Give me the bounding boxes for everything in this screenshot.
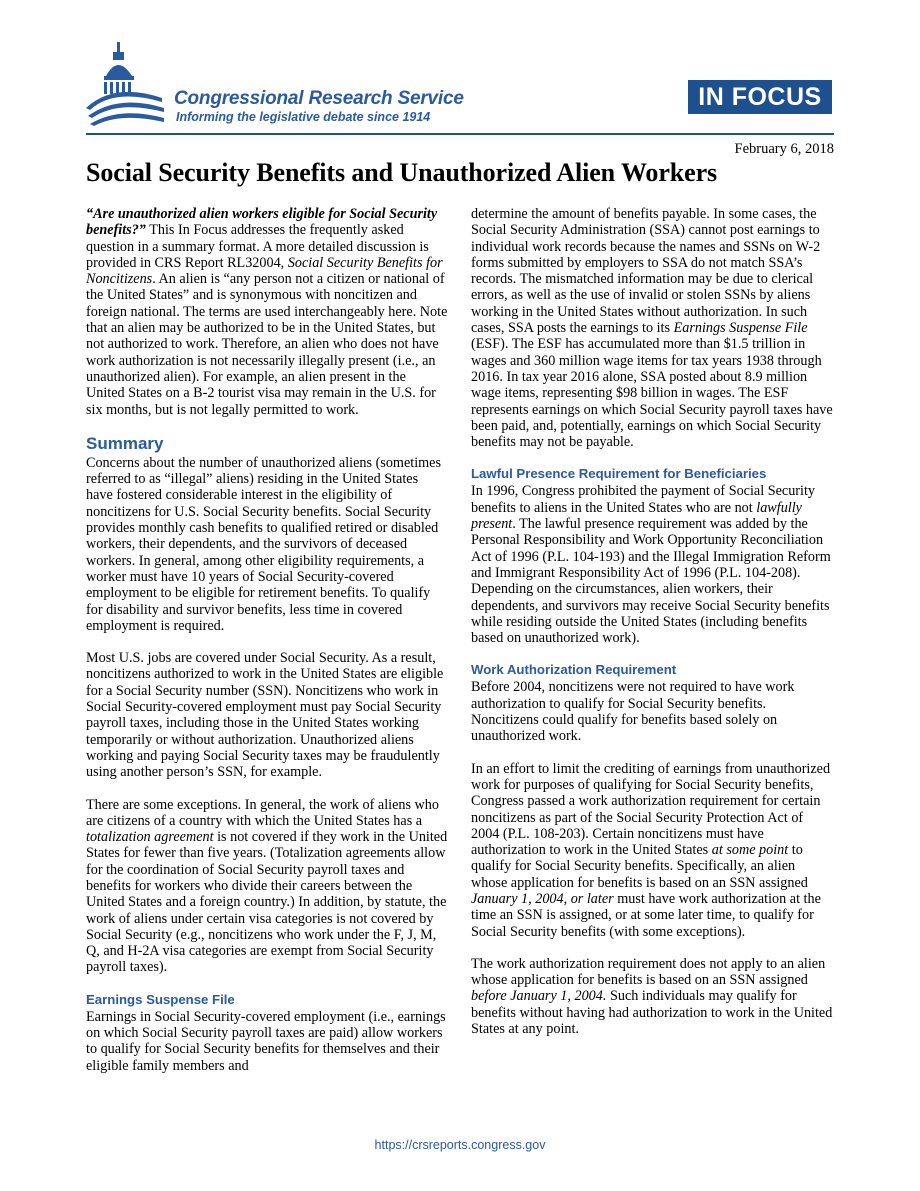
work-authorization-paragraph-1: Before 2004, noncitizens were not required to have work authorization to qualify for Social Security benefits. Noncitizens could qualify for benefits based solely on unauthorized work.	[471, 679, 795, 745]
esf-paragraph: Earnings in Social Security-covered employment (i.e., earnings on which Social Security payroll taxes are paid) allow workers to qualify for Social Security benefits for themselves and their eligible family members and	[86, 1008, 446, 1074]
report-title: Social Security Benefits for Noncitizens	[86, 254, 443, 288]
left-column	[86, 206, 448, 1090]
summary-paragraph-1: Concerns about the number of unauthorized aliens (sometimes referred to as “illegal” aliens) residing in the United States have fostered considerable interest in the eligibility of noncitizens for U.S. Social Security benefits. Social Security provides monthly cash benefits to qualified retired or disabled workers, their dependents, and the survivors of deceased workers. In general, among other eligibility requirements, a worker must have 10 years of Social Security-covered employment to be eligible for retirement benefits. To qualify for disability and survivor benefits, less time in covered employment is required.	[86, 454, 441, 634]
work-authorization-paragraph-3: The work authorization requirement does not apply to an alien whose application for benefits is based on an SSN assigned before January 1, 2004. Such individuals may qualify for benefits without having had authorization to work in the United States at any point.	[471, 955, 833, 1038]
publication-date: February 6, 2018	[734, 141, 834, 157]
summary-paragraph-2: Most U.S. jobs are covered under Social Security. As a result, noncitizens authorized to work in the United States are eligible for a Social Security number (SSN). Noncitizens who work in Social Security-covered employment must pay Social Security payroll taxes, including those in the United States working temporarily or without authorization. Unauthorized aliens working and paying Social Security taxes may be fraudulently using another person’s SSN, for example.	[86, 650, 444, 781]
summary-heading: Summary	[86, 433, 164, 453]
intro-paragraph: “Are unauthorized alien workers eligible for Social Security benefits?” This In Focus addresses the frequently asked question in a summary format. A more detailed discussion is provided in CRS Report RL32004, Social Security Benefits for Noncitizens. An alien is “any person not a citizen or national of the United States” and is synonymous with noncitizen and foreign national. The terms are used interchangeably here. Note that an alien may be authorized to be in the United States, but not authorized to work. Therefore, an alien who does not have work authorization is not necessarily illegally present (i.e., an unauthorized alien). For example, an alien present in the United States on a B-2 tourist visa may remain in the U.S. for six months, but is not legally permitted to work.	[86, 206, 448, 418]
work-authorization-heading: Work Authorization Requirement	[471, 662, 677, 678]
intro-question: “Are unauthorized alien workers eligible for Social Security benefits?”	[86, 206, 438, 239]
right-column	[471, 206, 833, 1053]
esf-heading: Earnings Suspense File	[86, 991, 235, 1007]
summary-paragraph-3: There are some exceptions. In general, the work of aliens who are citizens of a country with which the United States has a totalization agreement is not covered if they work in the United States for fewer than five years. (Totalization agreements allow for the coordination of Social Security payroll taxes and benefits for workers who divide their careers between the United States and a foreign country.) In addition, by statute, the work of aliens under certain visa categories is not covered by Social Security (e.g., noncitizens who work under the F, J, M, Q, and H-2A visa categories are exempt from Social Security payroll taxes).	[86, 796, 448, 976]
footer-url[interactable]: https://crsreports.congress.gov	[374, 1138, 546, 1152]
lawful-presence-paragraph: In 1996, Congress prohibited the payment of Social Security benefits to aliens in the United States who are not lawfully present. The lawful presence requirement was added by the Personal Responsibility and Work Opportunity Reconciliation Act of 1996 (P.L. 104-193) and the Illegal Immigration Reform and Immigrant Responsibility Act of 1996 (P.L. 104-208). Depending on the circumstances, alien workers, their dependents, and survivors may receive Social Security benefits while residing outside the United States (including benefits based on unauthorized work).	[471, 483, 831, 647]
in-focus-badge: IN FOCUS	[688, 80, 832, 114]
esf-continued-paragraph: determine the amount of benefits payable. In some cases, the Social Security Administration (SSA) cannot post earnings to individual work records because the names and SSNs on W-2 forms submitted by employers to SSA do not match SSA’s records. The mismatched information may be due to clerical errors, as well as the use of invalid or stolen SSNs by aliens working in the United States without authorization. In such cases, SSA posts the earnings to its Earnings Suspense File (ESF). The ESF has accumulated more than $1.5 trillion in wages and 360 million wage items for tax years 1938 through 2016. In tax year 2016 alone, SSA posted about 8.9 million wage items, representing $98 billion in wages. The ESF represents earnings on which Social Security payroll taxes have been paid, and, potentially, earnings on which Social Security benefits may not be payable.	[471, 206, 833, 451]
page-header	[0, 0, 920, 140]
page-title: Social Security Benefits and Unauthorized Alien Workers	[86, 158, 718, 187]
lawful-presence-heading: Lawful Presence Requirement for Beneficiaries	[471, 466, 767, 482]
header-rule	[86, 133, 834, 135]
work-authorization-paragraph-2: In an effort to limit the crediting of earnings from unauthorized work for purposes of qualifying for Social Security benefits, Congress passed a work authorization requirement for certain noncitizens as part of the Social Security Protection Act of 2004 (P.L. 108-203). Certain noncitizens must have authorization to work in the United States at some point to qualify for Social Security benefits. Specifically, an alien whose application for benefits is based on an SSN assigned January 1, 2004, or later must have work authorization at the time an SSN is assigned, or at some later time, to qualify for Social Security benefits (with some exceptions).	[471, 760, 831, 940]
capitol-dome-logo	[84, 42, 166, 130]
org-tagline: Informing the legislative debate since 1914	[176, 110, 431, 124]
org-name: Congressional Research Service	[174, 88, 464, 109]
